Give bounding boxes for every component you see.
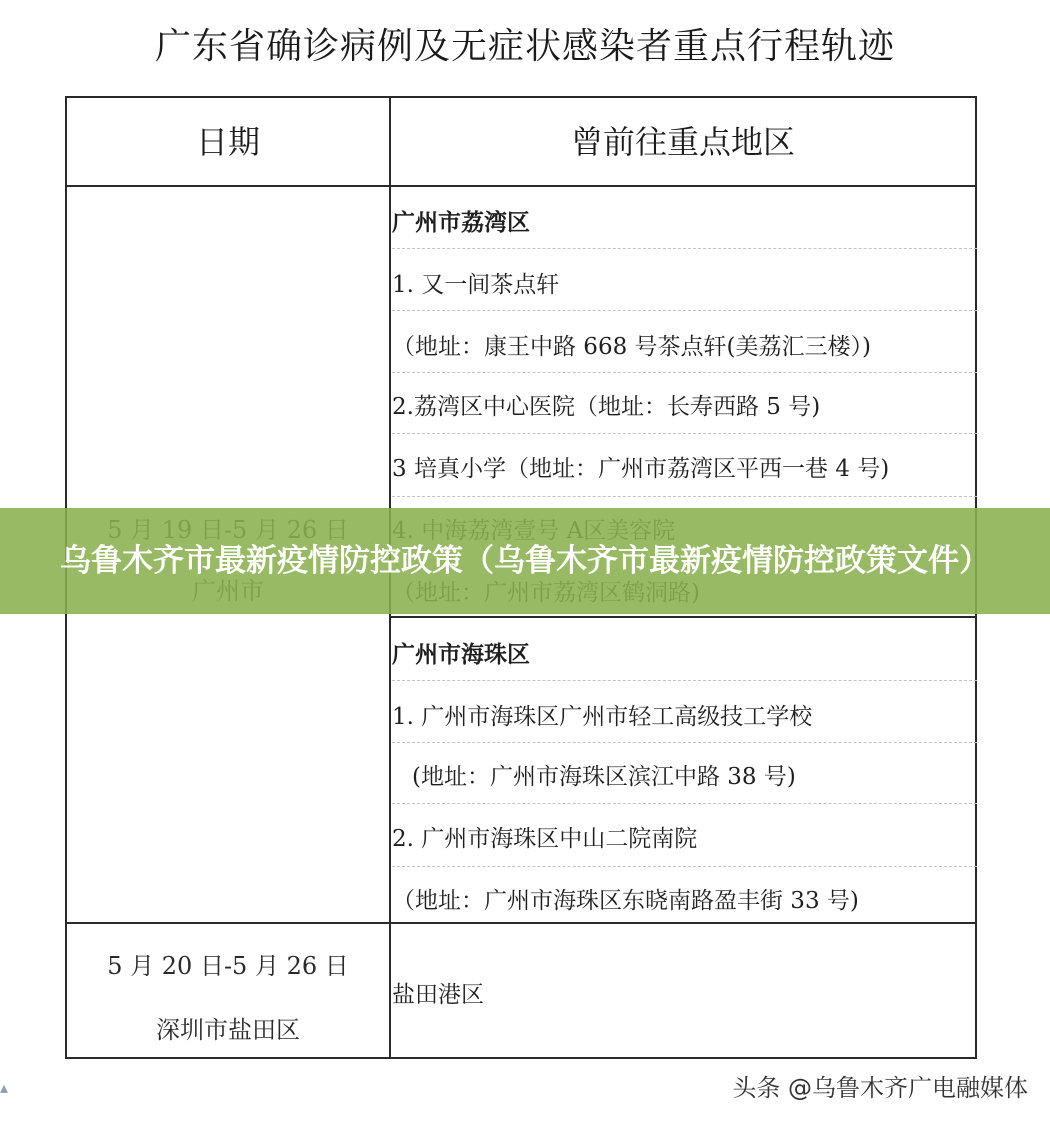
district-heading-haizhu: 广州市海珠区 bbox=[392, 642, 530, 668]
list-item: 3 培真小学（地址：广州市荔湾区平西一巷 4 号) bbox=[392, 456, 890, 482]
row-separator bbox=[392, 680, 977, 681]
list-item: 2. 广州市海珠区中山二院南院 bbox=[392, 826, 698, 852]
header-date: 日期 bbox=[195, 123, 260, 161]
section-divider bbox=[67, 922, 975, 924]
triangle-icon: ▴ bbox=[0, 1078, 9, 1097]
section2-date: 5 月 20 日-5 月 26 日 bbox=[107, 952, 349, 980]
list-item: （地址：康王中路 668 号茶点轩(美荔汇三楼）) bbox=[392, 334, 871, 360]
row-separator bbox=[392, 866, 977, 867]
list-item: 2.荔湾区中心医院（地址：长寿西路 5 号) bbox=[392, 394, 821, 420]
row-separator bbox=[392, 310, 977, 311]
list-item: （地址：广州市海珠区东晓南路盈丰街 33 号) bbox=[392, 888, 859, 914]
article-title: 乌鲁木齐市最新疫情防控政策（乌鲁木齐市最新疫情防控政策文件） bbox=[60, 543, 990, 579]
header-places: 曾前往重点地区 bbox=[570, 123, 795, 161]
page-title: 广东省确诊病例及无症状感染者重点行程轨迹 bbox=[154, 26, 895, 67]
list-item: (地址：广州市海珠区滨江中路 38 号) bbox=[412, 764, 796, 790]
source-watermark: 头条 @乌鲁木齐广电融媒体 bbox=[732, 1074, 1028, 1102]
row-separator bbox=[392, 433, 977, 434]
list-item: 1. 又一间茶点轩 bbox=[392, 272, 560, 298]
article-title-banner bbox=[0, 508, 1050, 614]
area-yantian-port: 盐田港区 bbox=[392, 982, 484, 1008]
section2-city: 深圳市盐田区 bbox=[156, 1016, 300, 1044]
row-separator bbox=[392, 742, 977, 743]
row-separator bbox=[392, 496, 977, 497]
row-separator bbox=[392, 372, 977, 373]
district-divider bbox=[389, 616, 975, 618]
list-item: 1. 广州市海珠区广州市轻工高级技工学校 bbox=[392, 704, 813, 730]
row-separator bbox=[392, 248, 977, 249]
district-heading-liwan: 广州市荔湾区 bbox=[392, 210, 530, 236]
row-separator bbox=[392, 803, 977, 804]
